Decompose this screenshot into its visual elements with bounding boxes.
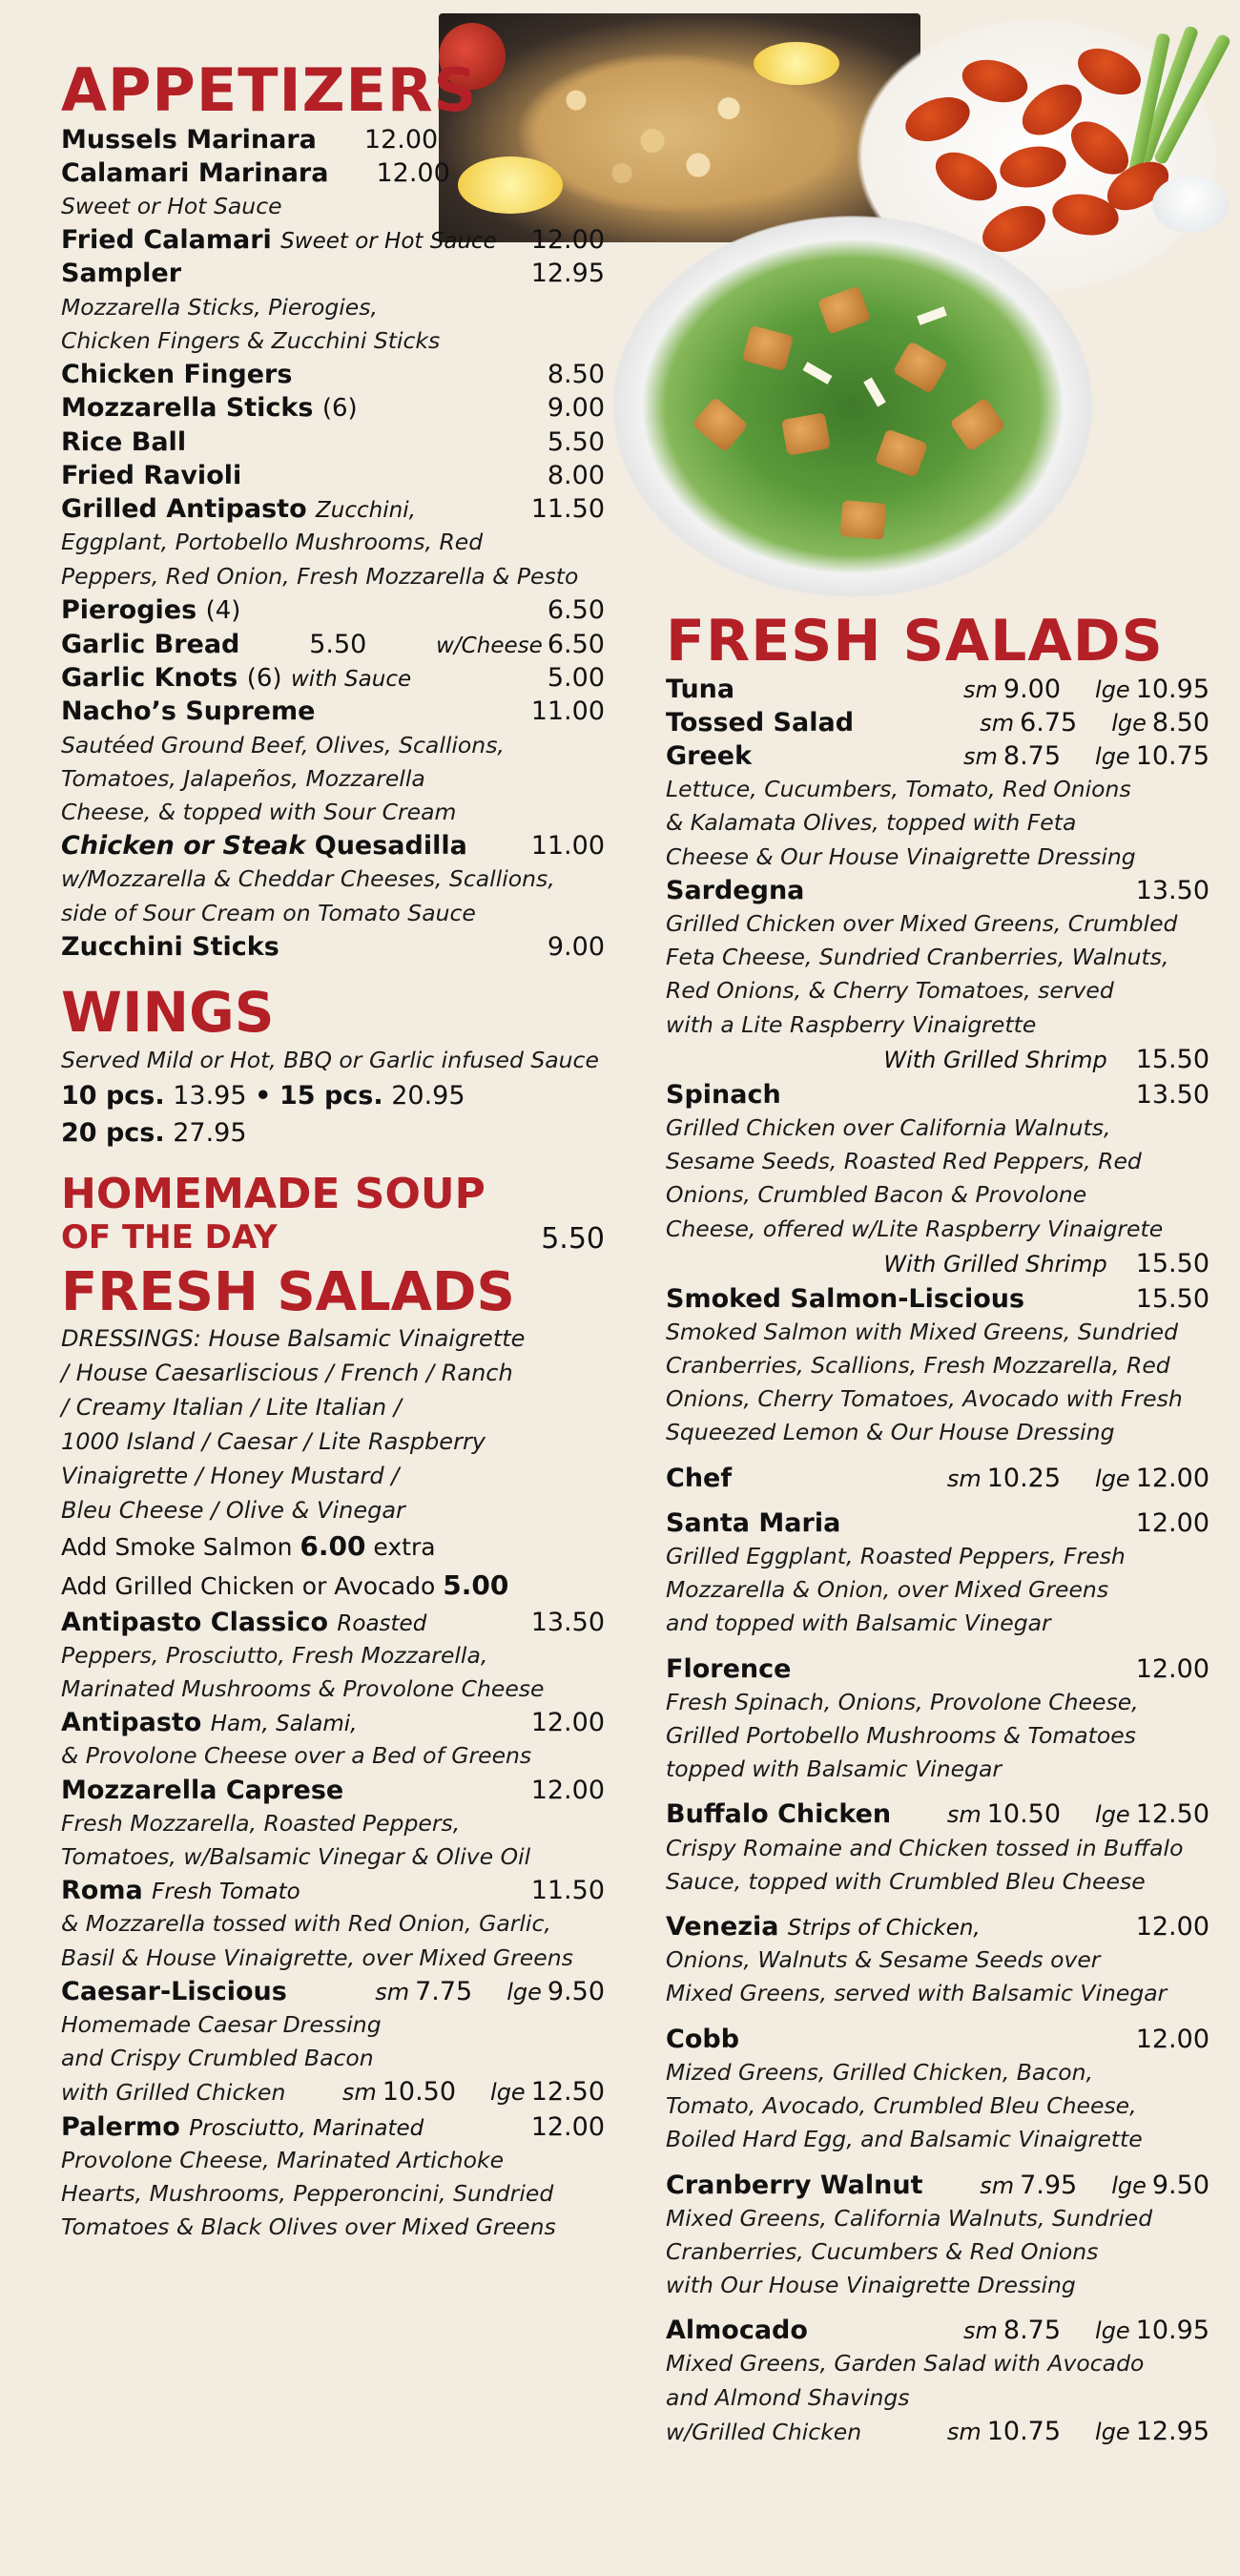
item-description: Grilled Chicken over California Walnuts, xyxy=(666,1113,1111,1141)
menu-item-smoked-salmon xyxy=(666,1282,1209,1316)
item-description: Grilled Chicken over Mixed Greens, Crumbled xyxy=(666,909,1178,937)
wings-note: Served Mild or Hot, BBQ or Garlic infused Sauce xyxy=(61,1046,599,1073)
item-price: 9.00 xyxy=(547,931,605,962)
item-description: Cheese, & topped with Sour Cream xyxy=(61,799,457,826)
item-name: Zucchini Sticks xyxy=(61,931,279,962)
menu-item-zucchini-sticks xyxy=(61,930,605,964)
soup-price: 5.50 xyxy=(541,1221,605,1256)
item-price: 11.50 xyxy=(530,1876,605,1906)
item-description: Homemade Caesar Dressing xyxy=(61,2010,382,2038)
item-description: & Mozzarella tossed with Red Onion, Garlic, xyxy=(61,1910,551,1938)
item-name: Caesar-Liscious xyxy=(61,1976,287,2006)
fresh-salads-heading-right: FRESH SALADS xyxy=(666,608,1164,675)
menu-item-roma xyxy=(61,1874,605,1907)
item-description: Mixed Greens, served with Balsamic Vinegar xyxy=(666,1980,1168,2007)
item-price: 5.50 xyxy=(309,629,367,659)
item-note: with Sauce xyxy=(290,666,412,692)
item-name: Sampler xyxy=(61,259,182,289)
item-name: Antipasto xyxy=(61,1708,202,1738)
item-description: Tomatoes, w/Balsamic Vinegar & Olive Oil xyxy=(61,1842,531,1870)
item-name: Cobb xyxy=(666,2024,740,2054)
item-name: Cranberry Walnut xyxy=(666,2170,923,2200)
large-price: 12.50 xyxy=(530,2077,605,2108)
menu-item-florence xyxy=(666,1652,1209,1686)
wings-prices-row-1 xyxy=(61,1077,605,1114)
menu-item-grilled-antipasto xyxy=(61,492,605,526)
item-price: 15.50 xyxy=(1135,1283,1209,1314)
item-description: with a Lite Raspberry Vinaigrette xyxy=(666,1010,1037,1038)
item-description: Cranberries, Scallions, Fresh Mozzarella, Red xyxy=(666,1351,1170,1379)
sardegna-shrimp-option: With Grilled Shrimp 15.50 xyxy=(883,1044,1209,1074)
item-description: Fresh Mozzarella, Roasted Peppers, xyxy=(61,1809,461,1837)
dressing-line: / Creamy Italian / Lite Italian / xyxy=(61,1394,402,1422)
menu-item-antipasto-classico xyxy=(61,1606,605,1639)
item-price: 12.00 xyxy=(376,158,450,189)
large-price: 10.75 xyxy=(1135,740,1209,771)
item-name: Sardegna xyxy=(666,875,805,905)
item-price: 9.00 xyxy=(547,393,605,424)
add-chicken-avocado: Add Grilled Chicken or Avocado 5.00 xyxy=(61,1569,509,1602)
menu-item-pierogies xyxy=(61,593,605,628)
item-price: 12.00 xyxy=(1135,1653,1209,1684)
item-count: (6) xyxy=(246,663,282,693)
item-note: Sweet or Hot Sauce xyxy=(280,229,497,255)
item-name: Rice Ball xyxy=(61,426,187,457)
menu-item-santa-maria xyxy=(666,1506,1209,1540)
item-name: Garlic Knots xyxy=(61,662,238,693)
wings-10-label: 10 pcs. xyxy=(61,1081,165,1111)
item-price: 12.00 xyxy=(530,1708,605,1738)
item-name: Chicken Fingers xyxy=(61,360,293,390)
menu-item-almocado: Almocado sm 8.75 lge 10.95 xyxy=(666,2314,1209,2347)
item-note: Roasted xyxy=(337,1610,427,1636)
item-name: Almocado xyxy=(666,2316,808,2346)
menu-item-calamari-marinara xyxy=(61,156,605,190)
small-price: 10.50 xyxy=(986,1799,1062,1830)
item-price: 6.50 xyxy=(547,594,605,625)
small-price: 7.75 xyxy=(415,1976,473,2006)
item-description: side of Sour Cream on Tomato Sauce xyxy=(61,899,476,926)
item-description: & Kalamata Olives, topped with Feta xyxy=(666,809,1077,837)
item-name: Greek xyxy=(666,740,753,771)
item-description: Onions, Crumbled Bacon & Provolone xyxy=(666,1181,1087,1209)
dressing-line: Vinaigrette / Honey Mustard / xyxy=(61,1463,400,1490)
item-name: Quesadilla xyxy=(314,831,467,862)
item-price: 8.50 xyxy=(547,360,605,390)
item-price: 12.00 xyxy=(363,124,439,155)
small-price: 8.75 xyxy=(1002,740,1062,771)
menu-item-mussels xyxy=(61,123,605,156)
item-price: 12.00 xyxy=(1135,2024,1209,2054)
small-price: 7.95 xyxy=(1020,2170,1078,2200)
menu-item-sampler xyxy=(61,257,605,290)
item-description: Peppers, Prosciutto, Fresh Mozzarella, xyxy=(61,1641,488,1669)
item-price: 13.50 xyxy=(530,1607,605,1637)
soup-heading-line-2: OF THE DAY xyxy=(61,1217,278,1257)
left-column xyxy=(61,55,605,2244)
item-description: Sesame Seeds, Roasted Red Peppers, Red xyxy=(666,1148,1142,1175)
item-description: Marinated Mushrooms & Provolone Cheese xyxy=(61,1675,545,1703)
soup-heading-line-1: HOMEMADE SOUP xyxy=(61,1170,486,1219)
item-description: Tomatoes & Black Olives over Mixed Greens xyxy=(61,2213,556,2241)
item-description: Mixed Greens, California Walnuts, Sundried xyxy=(666,2204,1153,2232)
item-price: 13.50 xyxy=(1135,1079,1209,1110)
item-price: 11.00 xyxy=(530,831,605,862)
large-price: 10.95 xyxy=(1135,674,1209,704)
item-name: Nacho’s Supreme xyxy=(61,696,316,727)
menu-item-tossed-salad: Tossed Salad sm 6.75 lge 8.50 xyxy=(666,706,1209,739)
item-note: Sweet or Hot Sauce xyxy=(61,193,282,220)
item-name: Roma xyxy=(61,1876,143,1906)
item-description: Cranberries, Cucumbers & Red Onions xyxy=(666,2237,1099,2265)
item-note: Fresh Tomato xyxy=(152,1880,300,1905)
item-description: Mozzarella & Onion, over Mixed Greens xyxy=(666,1576,1109,1604)
small-price: 10.75 xyxy=(986,2416,1062,2446)
item-description: Boiled Hard Egg, and Balsamic Vinaigrette xyxy=(666,2126,1143,2153)
wings-15-label: 15 pcs. xyxy=(279,1081,383,1111)
item-price: 12.00 xyxy=(1135,1912,1209,1942)
item-price: 5.50 xyxy=(547,426,605,457)
small-price: 9.00 xyxy=(1002,674,1062,704)
dressing-line: / House Caesarliscious / French / Ranch xyxy=(61,1360,513,1387)
item-description: Eggplant, Portobello Mushrooms, Red xyxy=(61,529,484,556)
wings-20-price: 27.95 xyxy=(173,1118,247,1149)
menu-item-chicken-fingers xyxy=(61,358,605,391)
item-name: Calamari Marinara xyxy=(61,158,329,189)
dressing-line: 1000 Island / Caesar / Lite Raspberry xyxy=(61,1428,486,1456)
item-description: Cheese, offered w/Lite Raspberry Vinaigrete xyxy=(666,1215,1164,1242)
item-note: Strips of Chicken, xyxy=(787,1916,981,1942)
menu-item-rice-ball xyxy=(61,426,605,459)
menu-item-garlic-bread xyxy=(61,628,605,661)
item-description: Onions, Cherry Tomatoes, Avocado with Fresh xyxy=(666,1385,1183,1413)
item-description: Sautéed Ground Beef, Olives, Scallions, xyxy=(61,731,505,758)
menu-item-mozzarella-caprese xyxy=(61,1774,605,1807)
menu-item-nachos xyxy=(61,695,605,728)
item-name: Antipasto Classico xyxy=(61,1607,328,1637)
item-name: Tuna xyxy=(666,674,735,704)
item-name: Mozzarella Sticks xyxy=(61,393,314,424)
item-count: (4) xyxy=(205,595,241,625)
item-description: topped with Balsamic Vinegar xyxy=(666,1755,1002,1783)
item-price: 6.50 xyxy=(547,629,605,659)
item-description: Mixed Greens, Garden Salad with Avocado xyxy=(666,2350,1145,2378)
item-description: Mozzarella Sticks, Pierogies, xyxy=(61,293,378,321)
almocado-grilled-chicken-option: w/Grilled Chicken sm 10.75 lge 12.95 xyxy=(666,2416,1209,2446)
menu-item-greek: Greek sm 8.75 lge 10.75 xyxy=(666,739,1209,773)
small-price: 8.75 xyxy=(1002,2316,1062,2346)
item-name: Chef xyxy=(666,1463,733,1493)
item-description: and topped with Balsamic Vinegar xyxy=(666,1610,1051,1637)
item-description: Grilled Portobello Mushrooms & Tomatoes xyxy=(666,1721,1136,1749)
menu-item-chef: Chef sm 10.25 lge 12.00 xyxy=(666,1462,1209,1495)
item-description: w/Mozzarella & Cheddar Cheeses, Scallions, xyxy=(61,865,555,893)
item-count: (6) xyxy=(321,394,358,424)
item-name: Florence xyxy=(666,1653,792,1684)
item-description: Mized Greens, Grilled Chicken, Bacon, xyxy=(666,2058,1093,2086)
item-description: Crispy Romaine and Chicken tossed in Buffalo xyxy=(666,1834,1184,1861)
item-description: and Crispy Crumbled Bacon xyxy=(61,2045,374,2072)
item-description: Hearts, Mushrooms, Pepperoncini, Sundried xyxy=(61,2179,554,2207)
wings-10-price: 13.95 xyxy=(173,1081,247,1111)
appetizers-heading: APPETIZERS xyxy=(61,55,478,125)
item-description: & Provolone Cheese over a Bed of Greens xyxy=(61,1742,532,1770)
item-name: Fried Calamari xyxy=(61,225,272,256)
item-name: Fried Ravioli xyxy=(61,461,242,491)
large-price: 12.00 xyxy=(1135,1463,1209,1493)
item-description: Squeezed Lemon & Our House Dressing xyxy=(666,1419,1115,1446)
item-note: Prosciutto, Marinated xyxy=(189,2115,424,2141)
large-price: 9.50 xyxy=(547,1976,605,2006)
menu-item-antipasto xyxy=(61,1706,605,1739)
menu-item-tuna: Tuna sm 9.00 lge 10.95 xyxy=(666,673,1209,706)
menu-item-palermo xyxy=(61,2110,605,2144)
item-description: Chicken Fingers & Zucchini Sticks xyxy=(61,326,441,354)
item-description: Onions, Walnuts & Sesame Seeds over xyxy=(666,1946,1101,1974)
menu-item-cranberry-walnut: Cranberry Walnut sm 7.95 lge 9.50 xyxy=(666,2169,1209,2202)
soup-row xyxy=(61,1219,605,1257)
menu-item-fried-calamari xyxy=(61,223,605,257)
dressing-line: Bleu Cheese / Olive & Vinegar xyxy=(61,1497,405,1525)
item-note: Zucchini, xyxy=(316,498,416,524)
wings-heading: WINGS xyxy=(61,979,275,1045)
item-description: with Our House Vinaigrette Dressing xyxy=(666,2272,1076,2299)
menu-item-fried-ravioli xyxy=(61,459,605,492)
item-price: 5.00 xyxy=(547,662,605,693)
item-name: Grilled Antipasto xyxy=(61,494,307,525)
menu-item-buffalo-chicken: Buffalo Chicken sm 10.50 lge 12.50 xyxy=(666,1797,1209,1831)
item-description: Provolone Cheese, Marinated Artichoke xyxy=(61,2146,505,2173)
item-name: Venezia xyxy=(666,1912,779,1942)
add-salmon: Add Smoke Salmon 6.00 extra xyxy=(61,1530,436,1563)
caesar-salad-photo xyxy=(612,216,1093,597)
menu-item-venezia xyxy=(666,1910,1209,1943)
item-price: 13.50 xyxy=(1135,875,1209,905)
small-price: 6.75 xyxy=(1020,707,1078,737)
item-price: 12.00 xyxy=(530,1775,605,1805)
small-price: 10.50 xyxy=(382,2077,457,2108)
item-description: Cheese & Our House Vinaigrette Dressing xyxy=(666,842,1136,870)
menu-item-spinach xyxy=(666,1078,1209,1111)
item-note: Ham, Salami, xyxy=(210,1712,358,1737)
item-name: Palermo xyxy=(61,2111,180,2142)
large-price: 12.50 xyxy=(1135,1799,1209,1830)
large-price: 12.95 xyxy=(1135,2416,1209,2446)
item-description: Tomatoes, Jalapeños, Mozzarella xyxy=(61,764,425,792)
item-name: Smoked Salmon-Liscious xyxy=(666,1283,1025,1314)
item-name: Santa Maria xyxy=(666,1507,841,1538)
menu-item-mozzarella-sticks xyxy=(61,391,605,426)
item-description: and Almond Shavings xyxy=(666,2383,910,2411)
item-name-prefix: Chicken or Steak xyxy=(61,831,306,862)
item-price: 12.00 xyxy=(1135,1507,1209,1538)
menu-item-sardegna xyxy=(666,874,1209,907)
large-price: 10.95 xyxy=(1135,2316,1209,2346)
item-price: 8.00 xyxy=(547,461,605,491)
item-price: 12.00 xyxy=(530,225,605,256)
item-note: w/Cheese xyxy=(436,633,543,658)
wings-15-price: 20.95 xyxy=(391,1081,465,1111)
item-price: 11.00 xyxy=(530,696,605,727)
small-price: 10.25 xyxy=(986,1463,1062,1493)
item-description: Basil & House Vinaigrette, over Mixed Greens xyxy=(61,1943,573,1971)
dressing-line: DRESSINGS: House Balsamic Vinaigrette xyxy=(61,1325,526,1353)
item-description: Feta Cheese, Sundried Cranberries, Walnuts, xyxy=(666,944,1169,971)
menu-item-quesadilla xyxy=(61,829,605,862)
item-name: Tossed Salad xyxy=(666,707,855,737)
item-name: Mussels Marinara xyxy=(61,124,317,155)
wings-20-label: 20 pcs. xyxy=(61,1118,165,1149)
bullet: • xyxy=(255,1081,272,1111)
item-description: Peppers, Red Onion, Fresh Mozzarella & Pesto xyxy=(61,562,579,590)
right-column xyxy=(666,608,1209,2449)
item-name: Garlic Bread xyxy=(61,629,240,659)
menu-item-cobb xyxy=(666,2023,1209,2056)
item-description: Red Onions, & Cherry Tomatoes, served xyxy=(666,977,1114,1005)
fresh-salads-heading: FRESH SALADS xyxy=(61,1260,515,1323)
item-price: 12.95 xyxy=(530,259,605,289)
item-name: Buffalo Chicken xyxy=(666,1799,892,1830)
caesar-grilled-chicken-option: with Grilled Chicken sm 10.50 lge 12.50 xyxy=(61,2077,605,2108)
large-price: 8.50 xyxy=(1151,707,1209,737)
spinach-shrimp-option: With Grilled Shrimp 15.50 xyxy=(883,1248,1209,1278)
menu-item-caesar-liscious: Caesar-Liscious sm 7.75 lge 9.50 xyxy=(61,1975,605,2008)
item-name: Mozzarella Caprese xyxy=(61,1775,344,1805)
item-description: Fresh Spinach, Onions, Provolone Cheese, xyxy=(666,1688,1139,1715)
item-price: 12.00 xyxy=(530,2111,605,2142)
item-description: Sauce, topped with Crumbled Bleu Cheese xyxy=(666,1867,1146,1895)
item-name: Pierogies xyxy=(61,594,197,625)
item-price: 11.50 xyxy=(530,494,605,525)
item-description: Lettuce, Cucumbers, Tomato, Red Onions xyxy=(666,776,1131,803)
item-name: Spinach xyxy=(666,1079,781,1110)
large-price: 9.50 xyxy=(1151,2170,1209,2200)
wings-prices-row-2 xyxy=(61,1114,605,1152)
item-description: Smoked Salmon with Mixed Greens, Sundried xyxy=(666,1318,1179,1345)
menu-item-garlic-knots xyxy=(61,661,605,696)
item-description: Tomato, Avocado, Crumbled Bleu Cheese, xyxy=(666,2092,1137,2120)
item-description: Grilled Eggplant, Roasted Peppers, Fresh xyxy=(666,1542,1126,1569)
